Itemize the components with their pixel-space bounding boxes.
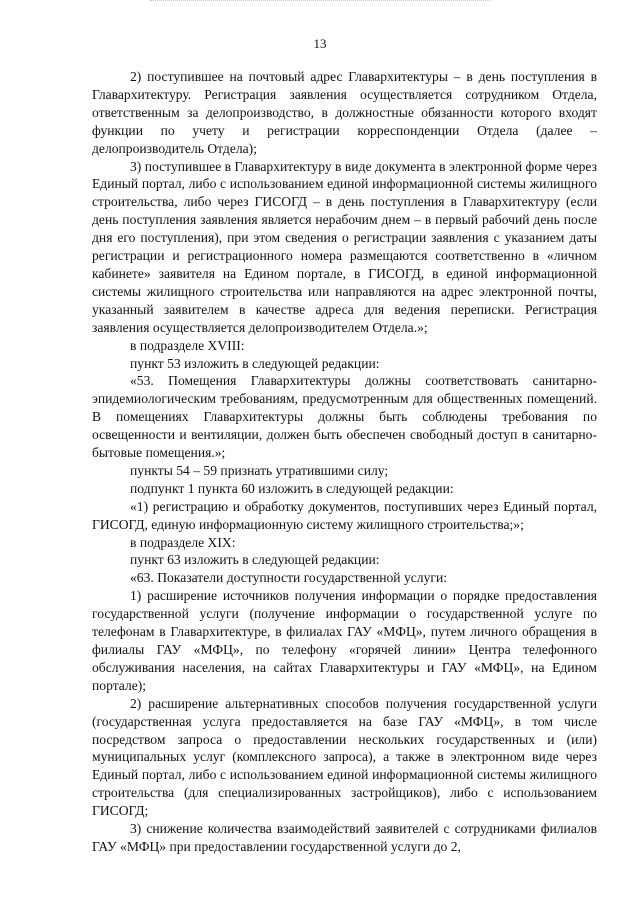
paragraph-point-63-heading: «63. Показатели доступности государственной услуги: [130, 570, 448, 586]
paragraph-indicator-2: 2) расширение альтернативных способов получения государственной услуги (государственная услуга предоставляется на базе ГАУ «МФЦ», в том числе посредством запроса о предоставлении нескольких государственных и (или) муниципальных услуг (комплексного запроса), а также в электронном виде через Единый портал, либо с использованием единой информационной системы жилищного строительства (для специализированных застройщиков), либо с использованием ГИСОГД; [92, 695, 597, 819]
paragraph-item-2-mail: 2) поступившее на почтовый адрес Главархитектуры – в день поступления в Главархитектуру. Регистрация заявления осуществляется сотрудником Отдела, ответственным за делопроизводство, в должностные обязанности которого входят функции по учету и регистрации корреспонденции Отдела (далее – делопроизводитель Отдела); [92, 69, 597, 156]
paragraph-indicator-3: 3) снижение количества взаимодействий заявителей с сотрудниками филиалов ГАУ «МФЦ» при предоставлении государственной услуги до 2, [92, 821, 597, 854]
paragraph-point-53-intro: пункт 53 изложить в следующей редакции: [130, 355, 380, 371]
paragraph-point-60-text: «1) регистрацию и обработку документов, поступивших через Единый портал, ГИСОГД, единую информационную систему жилищного строительства;»; [92, 498, 597, 532]
page-number: 13 [313, 36, 327, 51]
document-body [92, 68, 597, 856]
paragraph-item-3-electronic: 3) поступившее в Главархитектуру в виде документа в электронной форме через Единый портал, либо с использованием единой информационной системы жилищного строительства, либо через ГИСОГД – в день поступления в Главархитектуру (если день поступления заявления является нерабочим днем – в первый рабочий день после дня его поступления), при этом сведения о регистрации заявления с указанием даты регистрации и регистрационного номера размещаются соответственно в «личном кабинете» заявителя на Едином портале, в ГИСОГД, в единой информационной системы жилищного строительства или направляются на адрес электронной почты, указанный заявителем в качестве адреса для ведения переписки. Регистрация заявления осуществляется делопроизводителем Отдела.»; [92, 158, 597, 335]
paragraph-point-53-text: «53. Помещения Главархитектуры должны соответствовать санитарно-эпидемиологическим требованиям, предусмотренным для общественных помещений. В помещениях Главархитектуры должны быть соблюдены требования по освещенности и вентиляции, должен быть обеспечен свободный доступ в санитарно-бытовые помещения.»; [92, 373, 597, 461]
scan-artifact-top [150, 0, 490, 7]
paragraph-indicator-1: 1) расширение источников получения информации о порядке предоставления государственной услуги (получение информации о государственной услуге по телефонам в Главархитектуре, в филиалах ГАУ «МФЦ», путем личного обращения в филиалы ГАУ «МФЦ», по телефону «горячей линии» Центра телефонного обслуживания населения, на сайтах Главархитектуры и ГАУ «МФЦ», на Едином портале); [92, 588, 597, 693]
paragraph-subsection-xix: в подразделе XIX: [130, 534, 236, 550]
paragraph-points-54-59: пункты 54 – 59 признать утратившими силу; [130, 462, 389, 478]
paragraph-point-63-intro: пункт 63 изложить в следующей редакции: [130, 552, 380, 568]
paragraph-subsection-xviii: в подразделе XVIII: [130, 337, 245, 353]
paragraph-point-60-intro: подпункт 1 пункта 60 изложить в следующей редакции: [130, 480, 454, 496]
